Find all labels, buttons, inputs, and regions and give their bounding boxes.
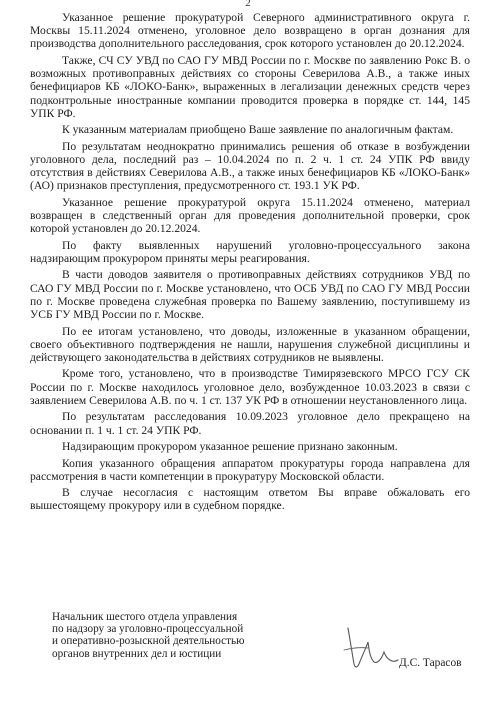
paragraph-internal-review: В части доводов заявителя о противоправных действиях сотрудников УВД по САО ГУ МВД России по г. Москве установлено, что ОСБ УВД по САО ГУ МВД России по г. Москве проведена служебная проверка по Вашему заявлению, поступившему из УСБ ГУ МВД России по г. Москве. (30, 268, 470, 322)
paragraph-response-measures: По факту выявленных нарушений уголовно-процессуального закона надзирающим прокурором приняты меры реагирования. (30, 238, 470, 265)
paragraph-decision-lawful: Надзирающим прокурором указанное решение признано законным. (62, 440, 398, 454)
signatory-title-line: и оперативно-розыскной деятельностью (52, 635, 245, 648)
paragraph-refusal-decisions: По результатам неоднократно принимались решения об отказе в возбуждении уголовного дела, последний раз – 10.04.2024 по п. 2 ч. 1 ст. 24 УПК РФ ввиду отсутствия в действиях Северилова А.В., а также иных бенефициаров КБ «ЛОКО-Банк» (АО) признаков преступления, предусмотренного ст. 193.1 УК РФ. (30, 139, 470, 193)
paragraph-case-terminated: По результатам расследования 10.09.2023 уголовное дело прекращено на основании п. 1 ч. 1 ст. 24 УПК РФ. (30, 410, 470, 437)
paragraph-complaint-attached: К указанным материалам приобщено Ваше заявление по аналогичным фактам. (62, 123, 454, 137)
paragraph-timiryazevsky-case: Кроме того, установлено, что в производстве Тимирязевского МРСО ГСУ СК России по г. Москве находилось уголовное дело, возбужденное 10.03.2023 в связи с заявлением Северилова А.В. по ч. 1 ст. 137 УК РФ в отношении неустановленного лица. (30, 367, 470, 407)
paragraph-material-returned: Указанное решение прокуратурой округа 15.11.2024 отменено, материал возвращен в следственный орган для проведения дополнительной проверки, срок которой установлен до 20.12.2024. (30, 195, 470, 236)
signatory-title-line: Начальник шестого отдела управления (52, 611, 238, 623)
signer-name: Д.С. Тарасов (399, 657, 462, 669)
paragraph-copy-forwarded: Копия указанного обращения аппаратом прокуратуры города направлена для рассмотрения в части компетенции в прокуратуру Московской области. (30, 456, 470, 483)
paragraph-bank-inquiry: Также, СЧ СУ УВД по САО ГУ МВД России по г. Москве по заявлению Рокс В. о возможных противоправных действиях со стороны Северилова А.В., а также иных бенефициаров КБ «ЛОКО-Банк», выраженных в легализации денежных средств через подконтрольные иностранные компании проводится проверка в порядке ст. 144, 145 УПК РФ. (30, 53, 470, 120)
signatory-title-line: по надзору за уголовно-процессуальной (52, 623, 244, 636)
letter-body (30, 11, 470, 516)
paragraph-appeal-right: В случае несогласия с настоящим ответом Вы вправе обжаловать его вышестоящему прокурору или в судебном порядке. (30, 486, 470, 513)
signatory-title-line: органов внутренних дел и юстиции (52, 647, 222, 660)
page-number: 2 (245, 0, 251, 9)
paragraph-review-results: По ее итогам установлено, что доводы, изложенные в указанном обращении, своего объективного подтверждения не нашли, нарушения служебной дисциплины и действующего законодательства в действиях сотрудников не выявлены. (30, 324, 470, 364)
paragraph-case-returned: Указанное решение прокуратурой Северного административного округа г. Москвы 15.11.2024 отменено, уголовное дело возвращено в орган дознания для производства дополнительного расследования, срок которого установлен до 20.12.2024. (30, 11, 470, 51)
signatory-title (52, 611, 244, 660)
